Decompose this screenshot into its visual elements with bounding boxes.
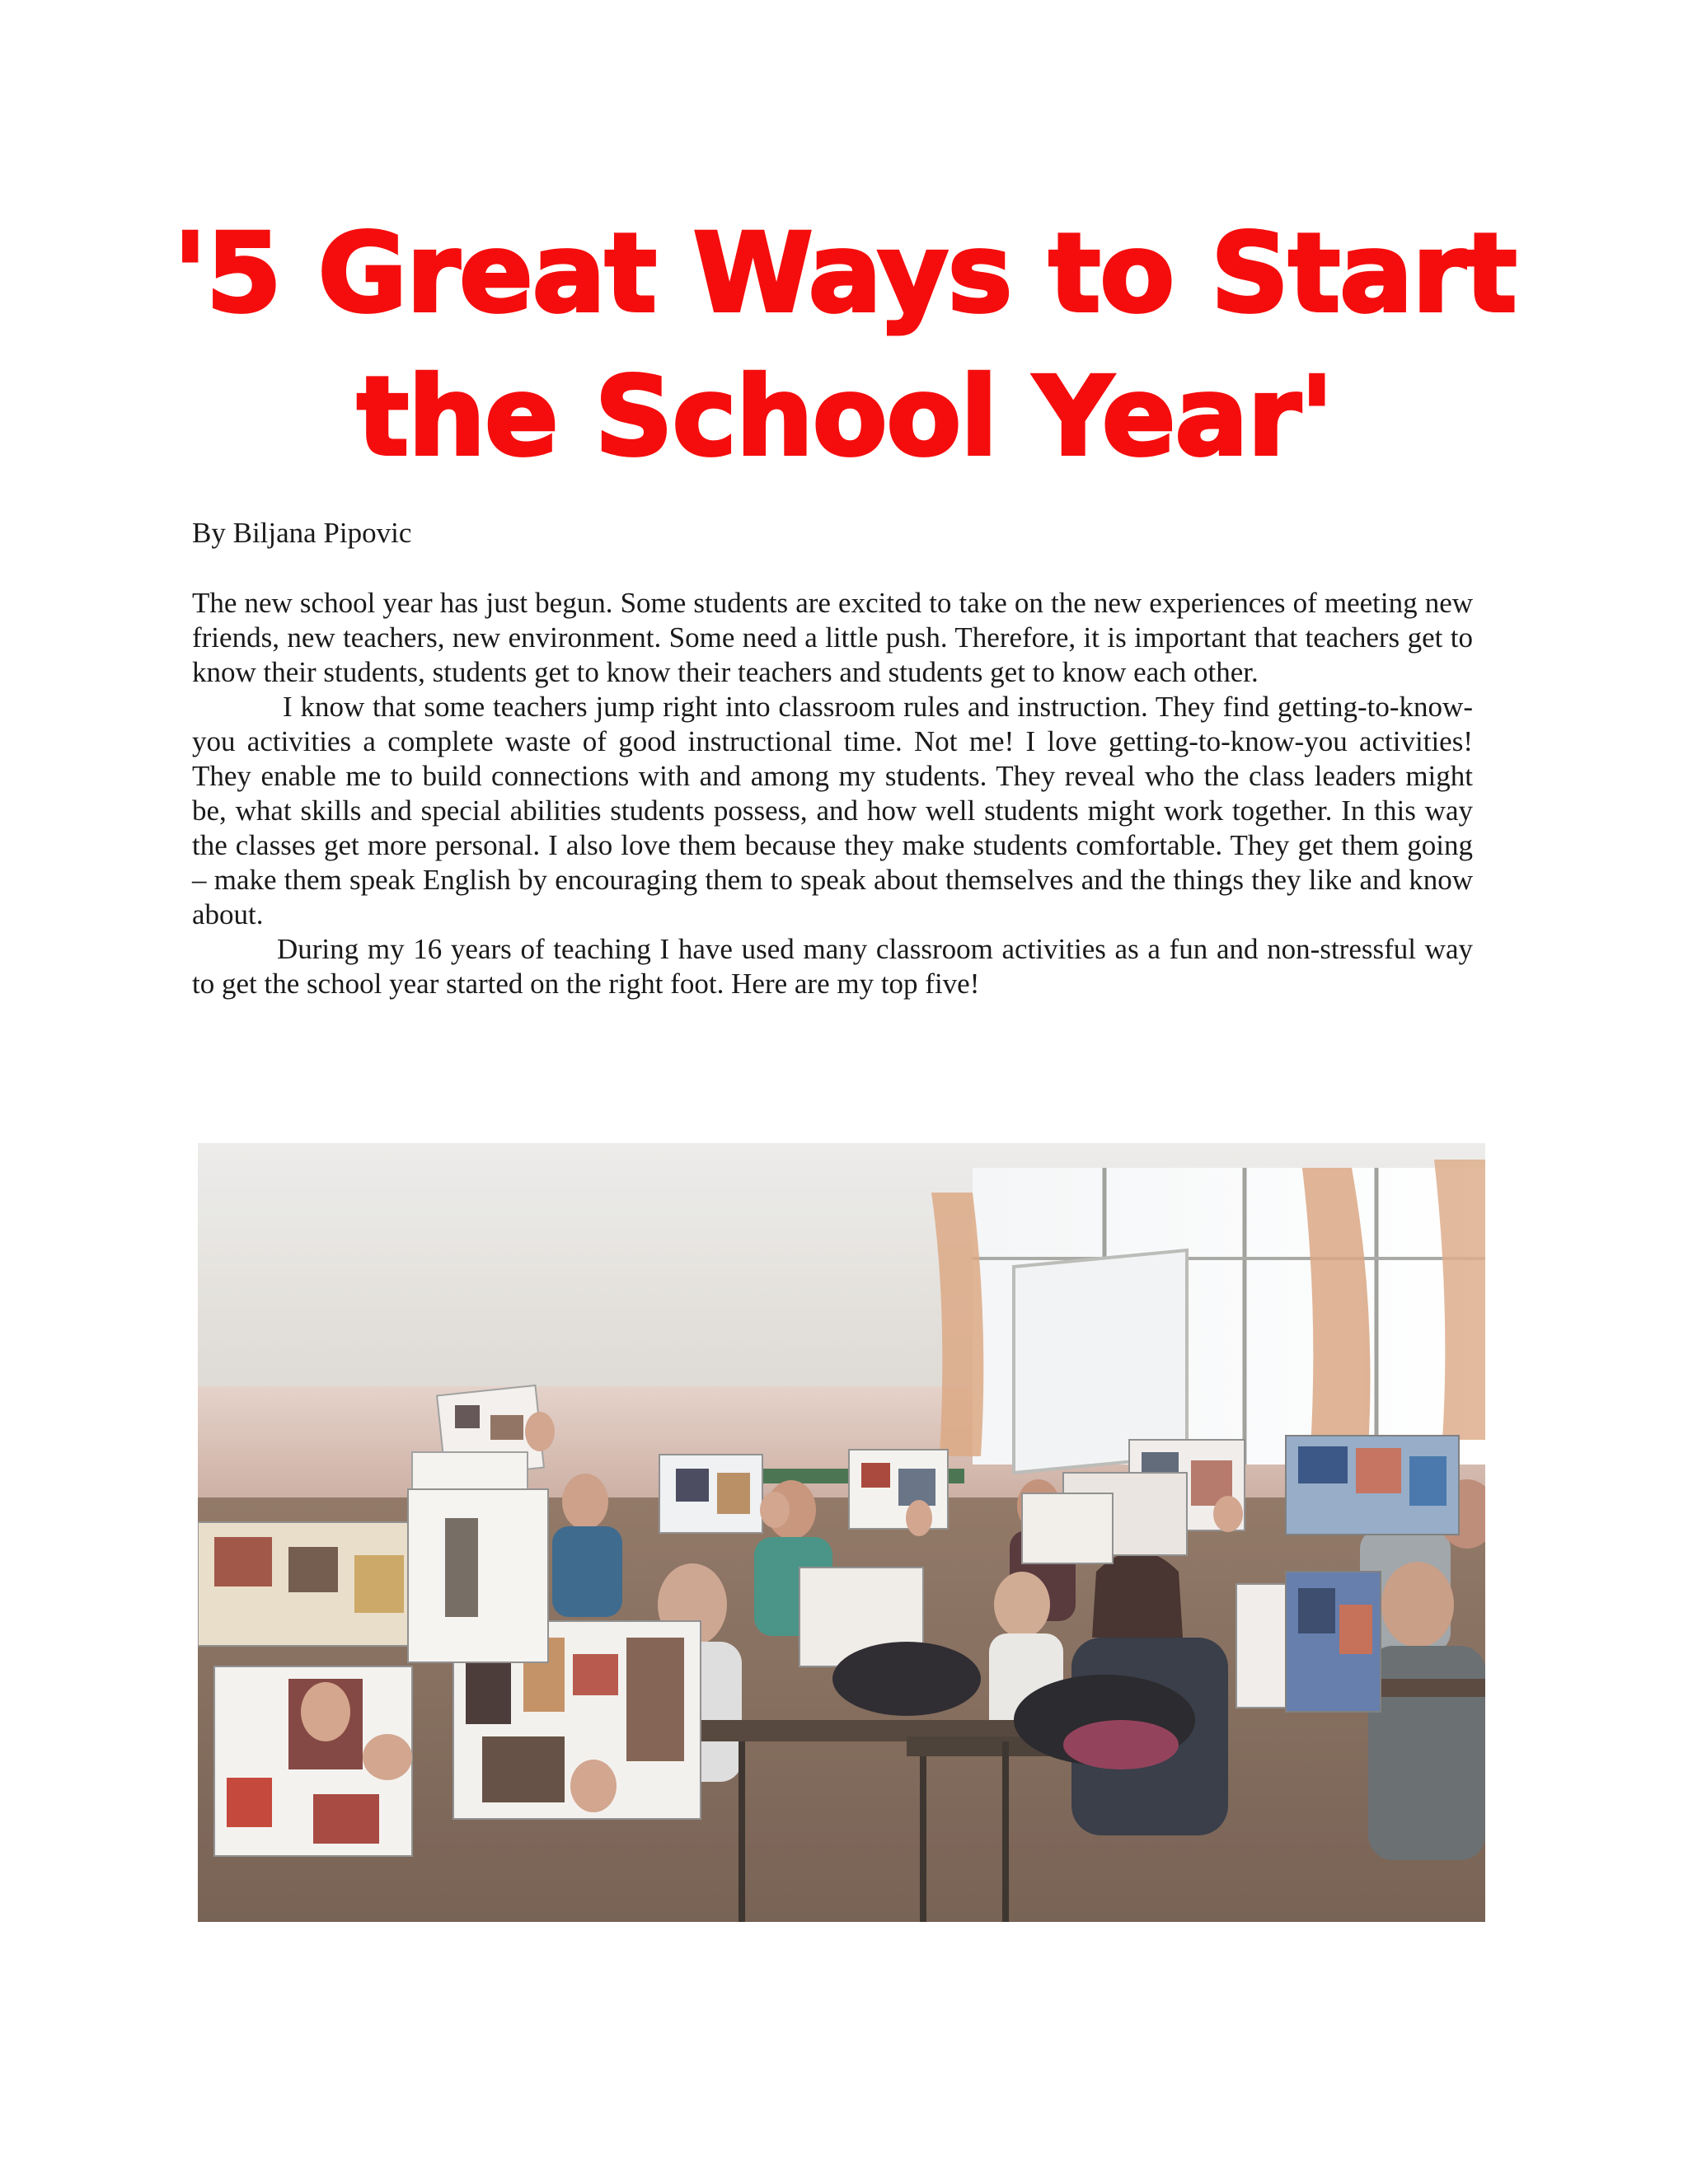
paragraph-activities: I know that some teachers jump right into classroom rules and instruction. They find getting-to-know-you activities a complete waste of good instructional time. Not me! I love getting-to-know-you activities! They enable me to build connections with and among my students. They reveal who the class leaders might be, what skills and special abilities students possess, and how well students might work together. In this way the classes get more personal. I also love them because they make students comfortable. They get them going – make them speak English by encouraging them to speak about themselves and the things they like and know about. <box>192 691 1473 930</box>
title-line-2: the School Year' <box>357 354 1333 480</box>
byline: By Biljana Pipovic <box>192 517 412 549</box>
classroom-photo-illustration <box>198 1143 1485 1922</box>
paragraph-intro: The new school year has just begun. Some students are excited to take on the new experiences of meeting new friends, new teachers, new environment. Some need a little push. Therefore, it is important that teachers get to know their students, students get to know their teachers and students get to know each other. <box>192 587 1473 688</box>
photo-haze <box>198 1143 1485 1922</box>
title-line-1: '5 Great Ways to Start <box>173 210 1517 337</box>
paragraph-top-five: During my 16 years of teaching I have used many classroom activities as a fun and non-stressful way to get the school year started on the right foot. Here are my top five! <box>192 933 1473 1000</box>
classroom-photo <box>198 1143 1485 1922</box>
article-title <box>165 202 1525 489</box>
article-body <box>192 586 1473 1001</box>
